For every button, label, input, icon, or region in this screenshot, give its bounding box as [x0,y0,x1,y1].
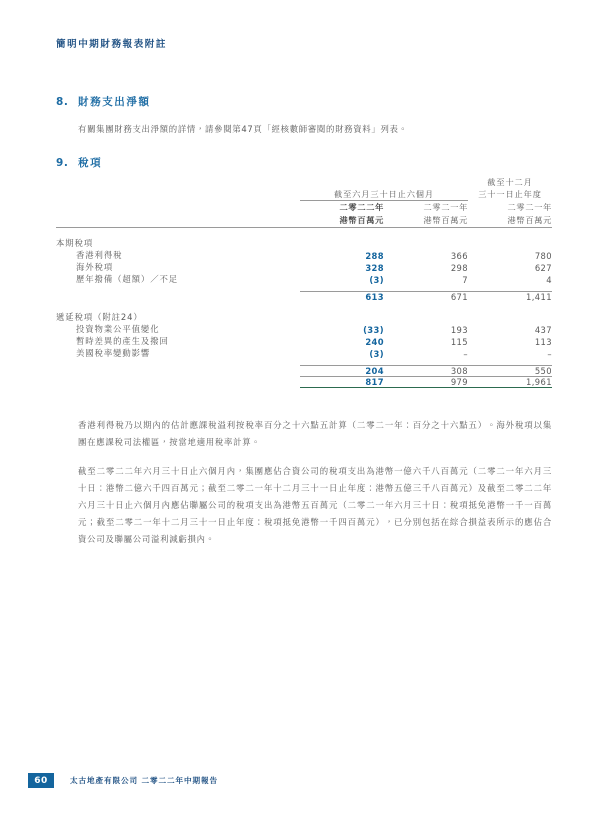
note-9-number: 9. [56,157,69,169]
column-header-2021-interim-unit: 港幣百萬元 [423,214,468,225]
row-value-overseas-tax-2022h1: 328 [365,262,384,273]
page-footer [28,773,218,788]
row-label-temporary-differences: 暫時差異的產生及撥回 [76,335,169,346]
spacer-row [56,302,552,311]
table-row [56,347,552,359]
subtotal-current-tax-2021h1: 671 [384,291,468,302]
row-label-us-tax-rate-change: 美國稅率變動影響 [76,347,151,358]
column-header-2021-annual-unit: 港幣百萬元 [507,214,552,225]
row-value-empty-4 [300,311,384,323]
row-value-empty-1 [300,237,384,249]
row-value-temporary-differences-2021h1: 115 [450,336,468,347]
table-row [56,311,552,323]
table-column-header-row [56,201,552,227]
row-value-us-tax-rate-change-2021fy: – [547,348,552,359]
row-value-temporary-differences-2022h1: 240 [365,336,384,347]
note-8-body: 有關集團財務支出淨額的詳情，請參閱第47頁「經核數師審閱的財務資料」列表。 [78,124,408,134]
row-value-empty-5 [384,311,468,323]
note-9-heading [56,155,552,170]
subtotal-deferred-tax-2021fy: 550 [468,365,552,376]
row-value-overseas-tax-2021fy: 627 [534,262,552,273]
column-header-2022-interim-unit: 港幣百萬元 [339,214,384,225]
column-header-2022-interim [300,201,384,227]
subtotal-deferred-tax-2021h1: 308 [384,365,468,376]
row-label-prior-year-adjustment: 歷年撥備（超額）／不足 [76,273,179,284]
row-label-deferred-tax: 遞延稅項（附註24） [56,311,143,322]
group-header-annual [468,176,552,201]
total-2021fy: 1,961 [468,376,552,387]
group-header-annual-line1: 截至十二月 [487,177,533,187]
column-header-2021-annual [468,201,552,227]
table-row [56,261,552,273]
table-group-header-row [56,176,552,201]
total-label [56,376,300,387]
row-value-hk-profits-tax-2021fy: 780 [534,250,552,261]
tax-table-head [56,176,552,227]
subtotal-label-current-tax [56,291,300,302]
row-value-empty-3 [468,237,552,249]
subtotal-current-tax-2021fy: 1,411 [468,291,552,302]
tax-table-body [56,227,552,387]
total-2022h1: 817 [300,376,384,387]
table-row [56,249,552,261]
table-total-row [56,376,552,387]
row-value-hk-profits-tax-2022h1: 288 [365,250,384,261]
note-8-number: 8. [56,96,69,108]
row-label-overseas-tax: 海外稅項 [76,261,114,272]
tax-table [56,176,552,388]
page-number-badge: 60 [28,773,54,788]
running-header: 簡明中期財務報表附註 [56,39,168,50]
row-value-hk-profits-tax-2021h1: 366 [450,250,468,261]
tax-table-container [56,176,552,388]
table-row [56,273,552,285]
note-8-title: 財務支出淨額 [78,96,151,108]
footer-company-text: 太古地產有限公司 二零二二年中期報告 [70,776,218,785]
row-value-prior-year-2021fy: 4 [546,274,552,285]
tax-paragraph-2: 截至二零二二年六月三十日止六個月內，集團應佔合資公司的稅項支出為港幣一億六千八百萬元（二零二一年六月三十日：港幣二億六千四百萬元；截至二零二一年十二月三十一日止年度：港幣五億三千八百萬元）及截至二零二二年六月三十日止六個月內應佔聯屬公司的稅項支出為港幣五百萬元（二零二一年六月三十日：稅項抵免港幣一千一百萬元；截至二零二一年十二月三十一日止年度：稅項抵免港幣一千四百萬元），已分別包括在綜合損益表所示的應佔合資公司及聯屬公司溢利減虧損內。 [78,466,552,544]
column-header-2021-interim-year: 二零二一年 [423,202,468,213]
group-header-annual-line2: 三十一日止年度 [478,189,542,200]
group-header-spacer [56,176,300,201]
table-row [56,335,552,347]
row-value-us-tax-rate-change-2021h1: – [463,348,468,359]
column-header-2022-interim-year: 二零二二年 [339,202,384,213]
column-header-spacer [56,201,300,227]
note-section-8 [56,94,552,137]
note-section-9 [56,155,552,170]
table-subtotal-row [56,291,552,302]
subtotal-label-deferred-tax [56,365,300,376]
row-value-prior-year-2022h1: (3) [369,274,384,285]
row-value-prior-year-2021h1: 7 [462,274,468,285]
column-header-2021-annual-year: 二零二一年 [507,202,552,213]
group-header-interim: 截至六月三十日止六個月 [300,176,468,201]
row-value-investment-property-fv-2021fy: 437 [534,324,552,335]
row-label-hk-profits-tax: 香港利得稅 [76,249,123,260]
table-row [56,323,552,335]
row-value-us-tax-rate-change-2022h1: (3) [369,348,384,359]
row-value-empty-2 [384,237,468,249]
table-row [56,237,552,249]
table-subtotal-row [56,365,552,376]
row-value-investment-property-fv-2022h1: (33) [363,324,384,335]
subtotal-current-tax-2022h1: 613 [300,291,384,302]
note-9-title: 稅項 [78,157,103,169]
subtotal-deferred-tax-2022h1: 204 [300,365,384,376]
column-header-2021-interim [384,201,468,227]
total-2021h1: 979 [384,376,468,387]
row-label-current-tax: 本期稅項 [56,237,94,248]
row-label-investment-property-fv: 投資物業公平值變化 [76,323,160,334]
note-8-heading [56,94,552,109]
tax-paragraph-1: 香港利得稅乃以期內的估計應課稅溢利按稅率百分之十六點五計算（二零二一年：百分之十六點五）。海外稅項以集團在應課稅司法權區，按當地適用稅率計算。 [78,420,552,447]
spacer-row [56,227,552,237]
row-value-overseas-tax-2021h1: 298 [450,262,468,273]
row-value-investment-property-fv-2021h1: 193 [450,324,468,335]
row-value-empty-6 [468,311,552,323]
row-value-temporary-differences-2021fy: 113 [534,336,552,347]
